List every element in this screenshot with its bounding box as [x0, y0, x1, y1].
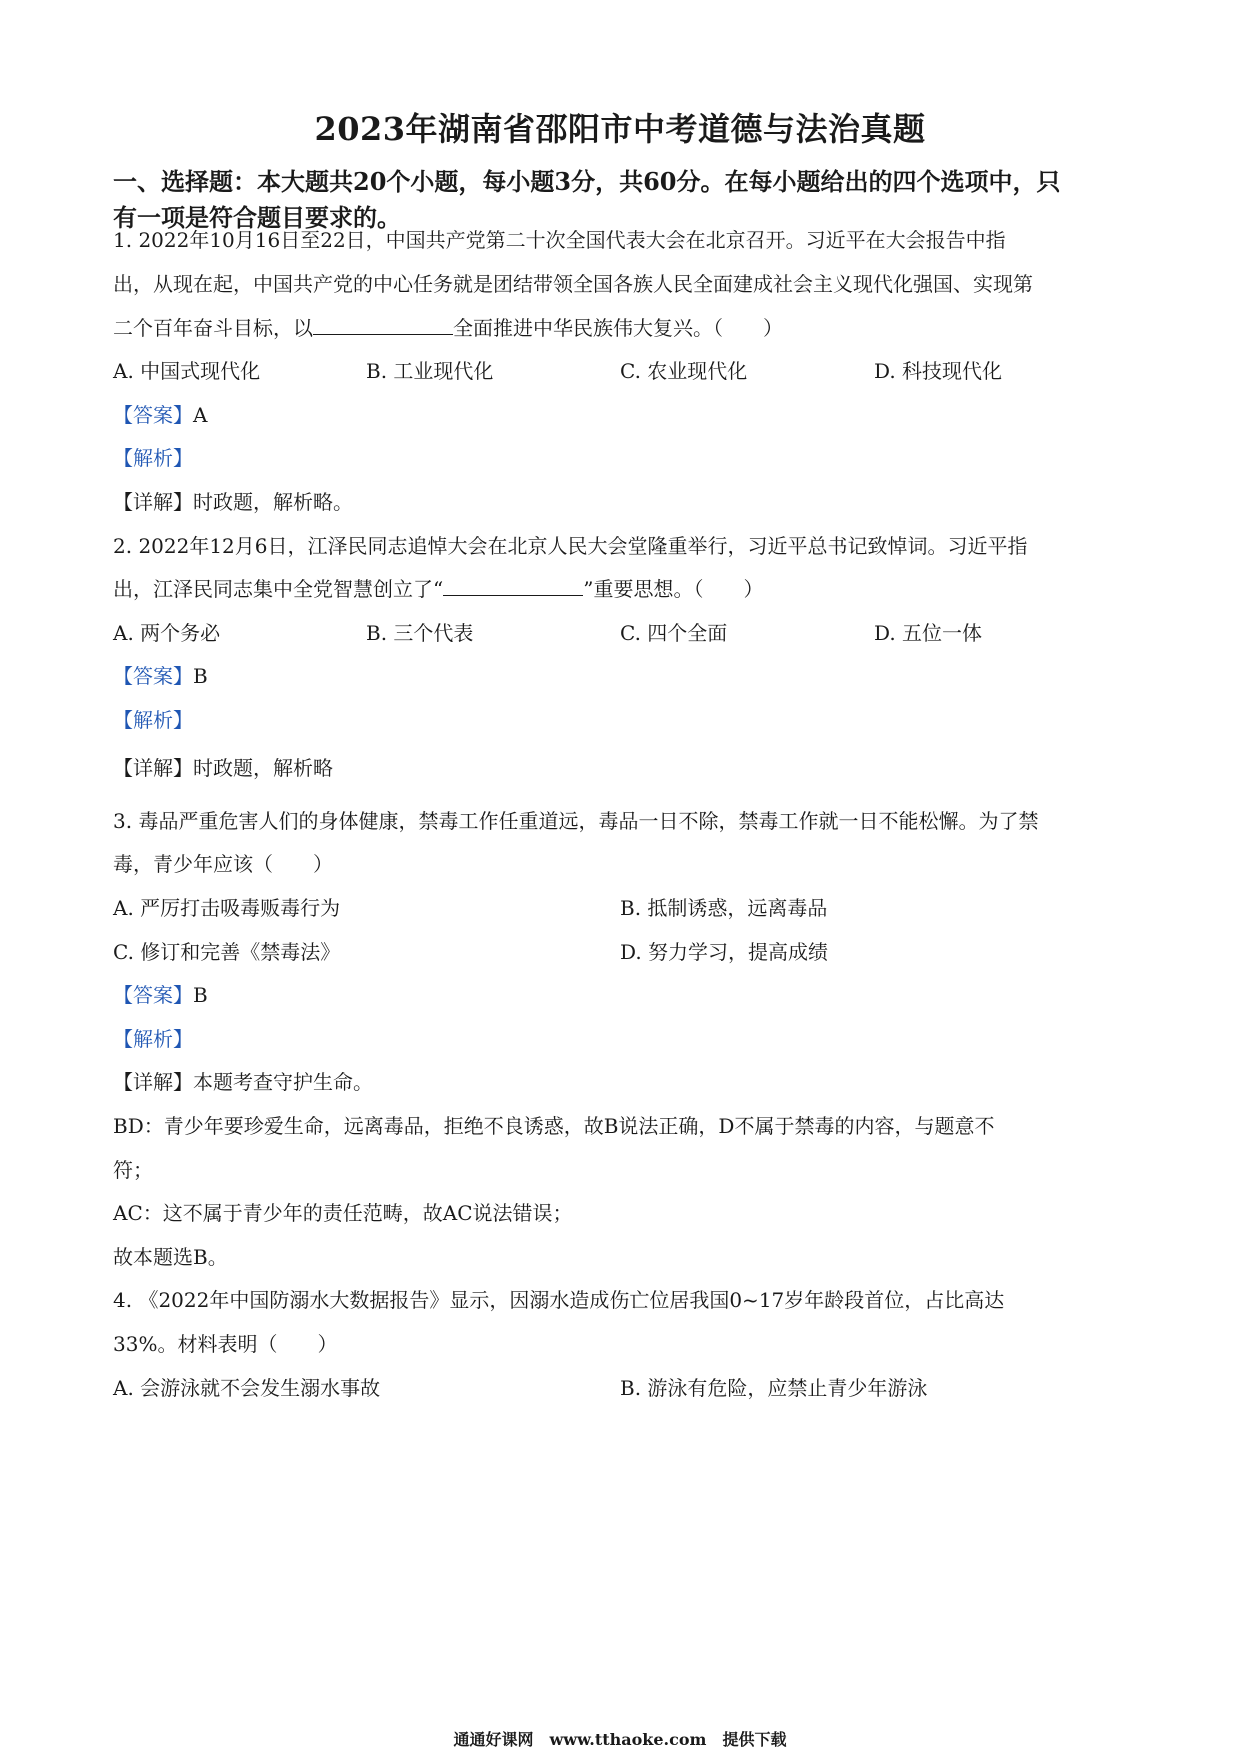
q3-explain-line1: BD：青少年要珍爱生命，远离毒品，拒绝不良诱惑，故B说法正确，D不属于禁毒的内容，与题意不: [113, 1114, 995, 1138]
q3-option-d: D. 努力学习，提高成绩: [620, 940, 829, 964]
q1-stem-post: 全面推进中华民族伟大复兴。（ ）: [453, 316, 783, 340]
q2-option-d: D. 五位一体: [874, 621, 983, 645]
q4-stem-line2: 33%。材料表明（ ）: [113, 1332, 338, 1356]
q1-stem-pre: 二个百年奋斗目标，以: [113, 316, 313, 340]
q3-analysis: [113, 1023, 193, 1052]
q2-option-c: C. 四个全面: [620, 621, 728, 645]
section-heading-line2: 有一项是符合题目要求的。: [113, 203, 401, 232]
q1-analysis: [113, 442, 193, 471]
q3-option-c: C. 修订和完善《禁毒法》: [113, 940, 341, 964]
q1-option-b: B. 工业现代化: [366, 359, 494, 383]
detail-tag: 【详解】: [113, 1070, 193, 1094]
q2-option-b: B. 三个代表: [366, 621, 474, 645]
q1-stem-line1: 1. 2022年10月16日至22日，中国共产党第二十次全国代表大会在北京召开。习近平在大会报告中指: [113, 228, 1006, 252]
q2-detail-text: 时政题，解析略: [193, 756, 333, 780]
q2-answer: [113, 660, 208, 689]
q3-stem-line2: 毒，青少年应该（ ）: [113, 852, 333, 876]
answer-tag: 【答案】: [113, 403, 193, 427]
q2-analysis: [113, 704, 193, 733]
q1-option-c: C. 农业现代化: [620, 359, 748, 383]
q3-explain-line2: 符；: [113, 1158, 153, 1182]
answer-tag: 【答案】: [113, 664, 193, 688]
q3-option-a: A. 严厉打击吸毒贩毒行为: [113, 896, 341, 920]
q1-option-a: A. 中国式现代化: [113, 359, 261, 383]
q1-detail-text: 时政题，解析略。: [193, 490, 353, 514]
q4-option-b: B. 游泳有危险，应禁止青少年游泳: [620, 1376, 928, 1400]
q3-answer-value: B: [193, 983, 208, 1007]
q1-answer: [113, 399, 207, 428]
q1-detail: [113, 486, 353, 515]
q1-stem-line3: [113, 312, 783, 341]
q3-explain-line4: 故本题选B。: [113, 1245, 228, 1269]
q3-detail: [113, 1066, 373, 1095]
q3-stem-line1: 3. 毒品严重危害人们的身体健康，禁毒工作任重道远，毒品一日不除，禁毒工作就一日不能松懈。为了禁: [113, 809, 1039, 833]
q2-stem-pre: 出，江泽民同志集中全党智慧创立了“: [113, 577, 444, 601]
q2-option-a: A. 两个务必: [113, 621, 221, 645]
q1-option-d: D. 科技现代化: [874, 359, 1003, 383]
q1-stem-line2: 出，从现在起，中国共产党的中心任务就是团结带领全国各族人民全面建成社会主义现代化强国、实现第: [113, 272, 1033, 296]
section-heading-line1: 一、选择题：本大题共20个小题，每小题3分，共60分。在每小题给出的四个选项中，只: [113, 167, 1061, 196]
q1-blank: [313, 316, 453, 335]
q3-option-b: B. 抵制诱惑，远离毒品: [620, 896, 828, 920]
page-footer: 通通好课网 www.tthaoke.com 提供下载: [453, 1730, 787, 1749]
answer-tag: 【答案】: [113, 983, 193, 1007]
q2-stem-post: ”重要思想。（ ）: [583, 577, 764, 601]
analysis-tag: 【解析】: [113, 1027, 193, 1051]
q2-answer-value: B: [193, 664, 208, 688]
q2-detail: [113, 752, 333, 781]
analysis-tag: 【解析】: [113, 708, 193, 732]
detail-tag: 【详解】: [113, 756, 193, 780]
q3-answer: [113, 979, 208, 1008]
analysis-tag: 【解析】: [113, 446, 193, 470]
q2-blank: [443, 577, 583, 596]
q4-option-a: A. 会游泳就不会发生溺水事故: [113, 1376, 381, 1400]
q2-stem-line2: [113, 573, 763, 602]
q3-explain-line3: AC：这不属于青少年的责任范畴，故AC说法错误；: [113, 1201, 573, 1225]
detail-tag: 【详解】: [113, 490, 193, 514]
q2-stem-line1: 2. 2022年12月6日，江泽民同志追悼大会在北京人民大会堂隆重举行，习近平总书记致悼词。习近平指: [113, 534, 1028, 558]
q3-detail-text: 本题考查守护生命。: [193, 1070, 373, 1094]
q4-stem-line1: 4. 《2022年中国防溺水大数据报告》显示，因溺水造成伤亡位居我国0~17岁年龄段首位，占比高达: [113, 1288, 1005, 1312]
page-title: 2023年湖南省邵阳市中考道德与法治真题: [314, 110, 926, 148]
q1-answer-value: A: [193, 403, 208, 427]
